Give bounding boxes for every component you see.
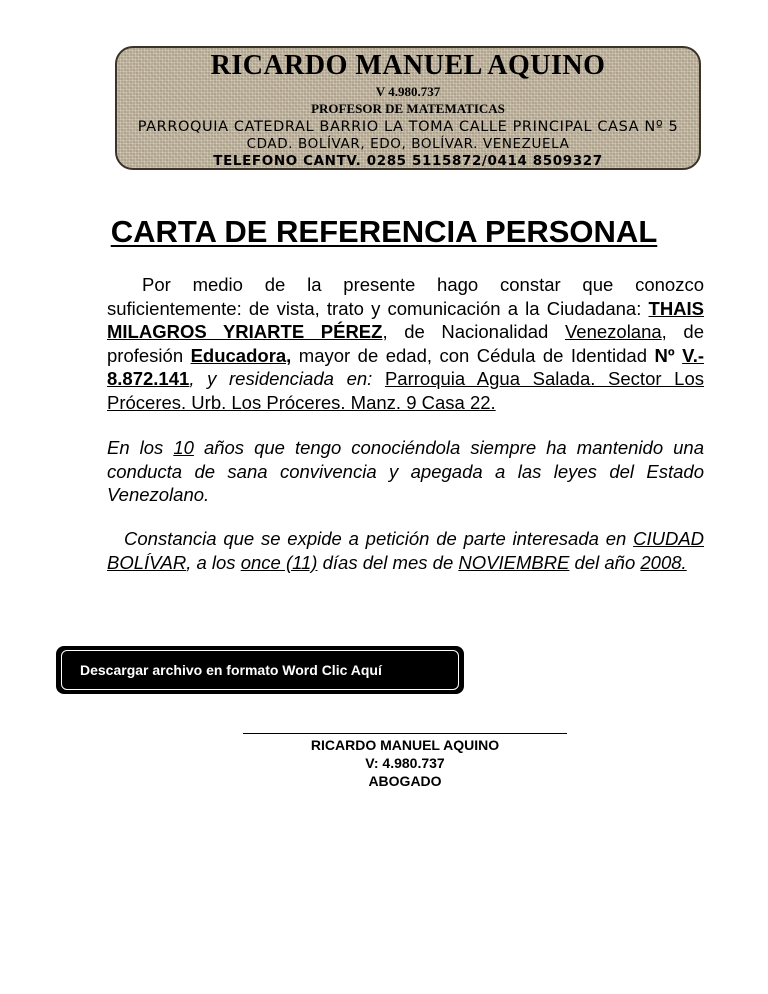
letterhead-phone: TELEFONO CANTV. 0285 5115872/0414 8509327 (213, 153, 603, 169)
years-prefix: En los (107, 437, 164, 458)
signature-line (243, 733, 567, 734)
age-text: mayor de edad, con Cédula de Identidad (298, 344, 648, 366)
residence-prefix: , y residenciada en: (189, 368, 373, 390)
day: once (11) (240, 551, 318, 573)
profession: Educadora, (190, 344, 292, 366)
day-prefix: , a los (186, 551, 236, 573)
id-symbol: Nº (654, 344, 675, 366)
signature-title: ABOGADO (368, 773, 442, 789)
month-prefix: días del mes de (322, 551, 454, 573)
letterhead-name: RICARDO MANUEL AQUINO (210, 50, 606, 81)
letterhead-profession: PROFESOR DE MATEMATICAS (311, 101, 505, 116)
residence: Parroquia Agua Salada. Sector Los Próceres. Urb. Los Próceres. Manz. 9 Casa 22. (107, 368, 705, 413)
year-prefix: del año (574, 551, 636, 573)
paragraph-closing (107, 527, 704, 574)
document-title: CARTA DE REFERENCIA PERSONAL (110, 214, 658, 249)
letterhead (115, 46, 701, 170)
closing-intro: Constancia que se expide a petición de parte interesada en (124, 528, 627, 549)
letterhead-address-line2: CDAD. BOLÍVAR, EDO, BOLÍVAR. VENEZUELA (246, 136, 570, 152)
id-number: 8.872.141 (107, 368, 190, 390)
signature-id: V: 4.980.737 (365, 755, 445, 771)
profession-prefix: , de profesión (107, 321, 704, 366)
nationality-prefix: , de Nacionalidad (382, 321, 549, 343)
letterhead-id: V 4.980.737 (375, 84, 441, 99)
relationship-text: años que tengo conociéndola siempre ha mantenido una conducta de sana convivencia y apegada a las leyes del Estado Venezolano. (107, 437, 705, 506)
download-word-button[interactable] (56, 646, 464, 694)
person-name: THAIS MILAGROS YRIARTE PÉREZ (107, 297, 705, 343)
paragraph-introduction (107, 273, 704, 415)
intro-text: Por medio de la presente hago constar que conozco suficientemente: de vista, trato y comunicación a la Ciudadana: (107, 274, 704, 319)
download-word-label: Descargar archivo en formato Word Clic Aquí (61, 650, 459, 690)
paragraph-relationship (107, 436, 704, 507)
years-count: 10 (173, 437, 194, 458)
signature-name: RICARDO MANUEL AQUINO (310, 737, 500, 753)
nationality: Venezolana (564, 321, 662, 343)
month: NOVIEMBRE (458, 551, 570, 573)
city: CIUDAD BOLÍVAR (107, 528, 705, 573)
year: 2008. (640, 551, 687, 573)
letterhead-address-line1: PARROQUIA CATEDRAL BARRIO LA TOMA CALLE PRINCIPAL CASA Nº 5 (137, 119, 679, 135)
id-prefix: V.- (682, 344, 705, 366)
